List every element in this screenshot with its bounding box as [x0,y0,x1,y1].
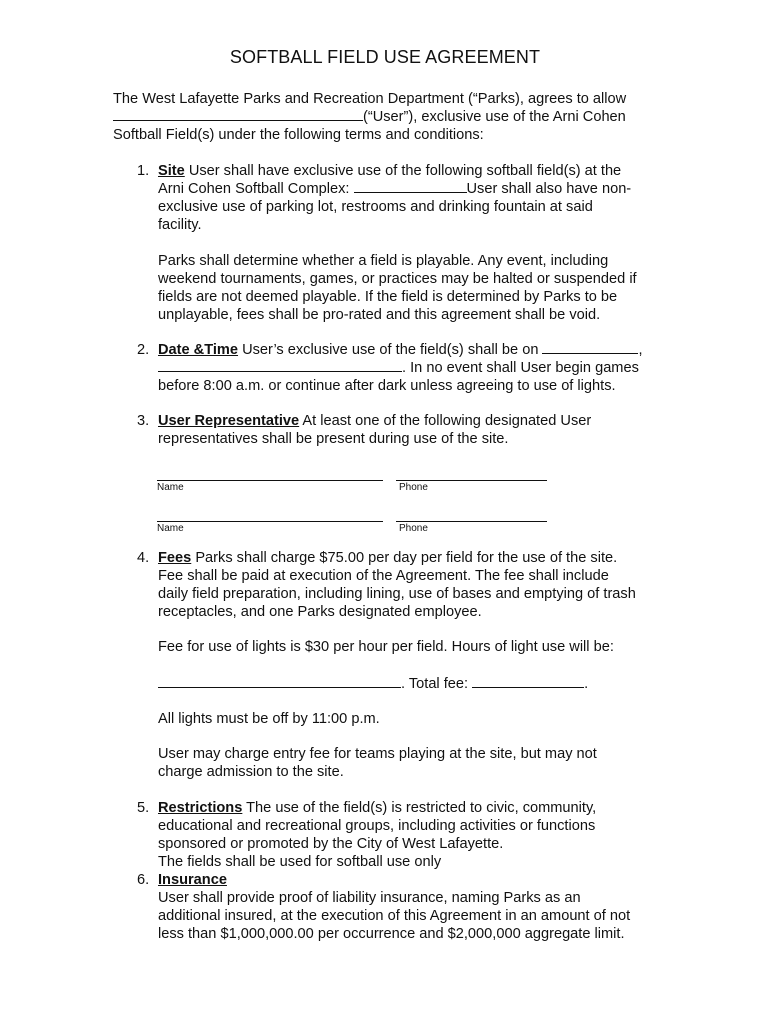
restrictions-number: 5. [137,800,150,816]
site-heading: Site [158,163,185,179]
insurance-line-2: additional insured, at the execution of this Agreement in an amount of not [158,908,631,924]
restrictions-line-3: sponsored or promoted by the City of West Lafayette. [158,836,504,852]
total-fee-blank [472,675,584,688]
user-name-blank [113,108,363,121]
insurance-line-1: User shall provide proof of liability insurance, naming Parks as an [158,890,581,906]
rep-2-phone-label: Phone [399,523,428,534]
date-time-number: 2. [137,342,150,358]
user-rep-line-2: representatives shall be present during use of the site. [158,431,509,447]
fees-number: 4. [137,550,150,566]
site-para2-line-1: Parks shall determine whether a field is playable. Any event, including [158,253,609,269]
intro-line-2: (“User”), exclusive use of the Arni Cohen [113,108,626,126]
rep-2-name-line [157,521,383,522]
site-para2-line-3: fields are not deemed playable. If the field is determined by Parks to be [158,289,618,305]
rep-2-phone-line [396,521,547,522]
fees-heading: Fees [158,550,192,566]
site-line-4: facility. [158,217,202,233]
lights-off-line: All lights must be off by 11:00 p.m. [158,711,380,727]
insurance-number: 6. [137,872,150,888]
site-para2-line-4: unplayable, fees shall be pro-rated and this agreement shall be void. [158,307,601,323]
total-fee-line: . Total fee: . [158,675,588,693]
intro-line-3: Softball Field(s) under the following terms and conditions: [113,127,484,143]
site-line-3: exclusive use of parking lot, restrooms and drinking fountain at said [158,199,593,215]
date-time-heading: Date &Time [158,342,239,358]
user-rep-number: 3. [137,413,150,429]
light-hours-blank [158,675,401,688]
entry-fee-line-2: charge admission to the site. [158,764,344,780]
intro-line-1: The West Lafayette Parks and Recreation Department (“Parks), agrees to allow [113,91,627,107]
site-number: 1. [137,163,150,179]
restrictions-line-1: Restrictions The use of the field(s) is restricted to civic, community, [158,800,597,816]
fees-line-4: receptacles, and one Parks designated employee. [158,604,482,620]
site-line-1: Site User shall have exclusive use of the following softball field(s) at the [158,163,622,179]
restrictions-heading: Restrictions [158,800,243,816]
user-rep-heading: User Representative [158,413,300,429]
restrictions-line-4: The fields shall be used for softball use only [158,854,442,870]
date-blank [542,341,638,354]
rep-1-phone-line [396,480,547,481]
fees-line-3: daily field preparation, including lining, use of bases and emptying of trash [158,586,636,602]
fees-line-1: Fees Parks shall charge $75.00 per day per field for the use of the site. [158,550,618,566]
date-time-line-3: before 8:00 a.m. or continue after dark unless agreeing to use of lights. [158,378,616,394]
site-line-2: Arni Cohen Softball Complex: User shall also have non- [158,181,632,197]
rep-1-name-line [157,480,383,481]
date-time-line-1: Date &Time User’s exclusive use of the field(s) shall be on , [158,342,643,358]
insurance-heading: Insurance [158,872,227,888]
restrictions-line-2: educational and recreational groups, including activities or functions [158,818,596,834]
site-para2-line-2: weekend tournaments, games, or practices may be halted or suspended if [158,271,637,287]
document-title: SOFTBALL FIELD USE AGREEMENT [229,47,541,67]
rep-1-phone-label: Phone [399,482,428,493]
insurance-heading-line [158,871,227,889]
lights-fee-line: Fee for use of lights is $30 per hour per field. Hours of light use will be: [158,639,614,655]
date-time-line-2: . In no event shall User begin games [158,359,639,377]
field-number-blank [354,180,467,193]
rep-1-name-label: Name [157,482,184,493]
fees-line-2: Fee shall be paid at execution of the Agreement. The fee shall include [158,568,609,584]
rep-2-name-label: Name [157,523,184,534]
insurance-line-3: less than $1,000,000.00 per occurrence and $2,000,000 aggregate limit. [158,926,625,942]
time-blank [158,359,402,372]
entry-fee-line-1: User may charge entry fee for teams playing at the site, but may not [158,746,597,762]
user-rep-line-1: User Representative At least one of the following designated User [158,413,592,429]
